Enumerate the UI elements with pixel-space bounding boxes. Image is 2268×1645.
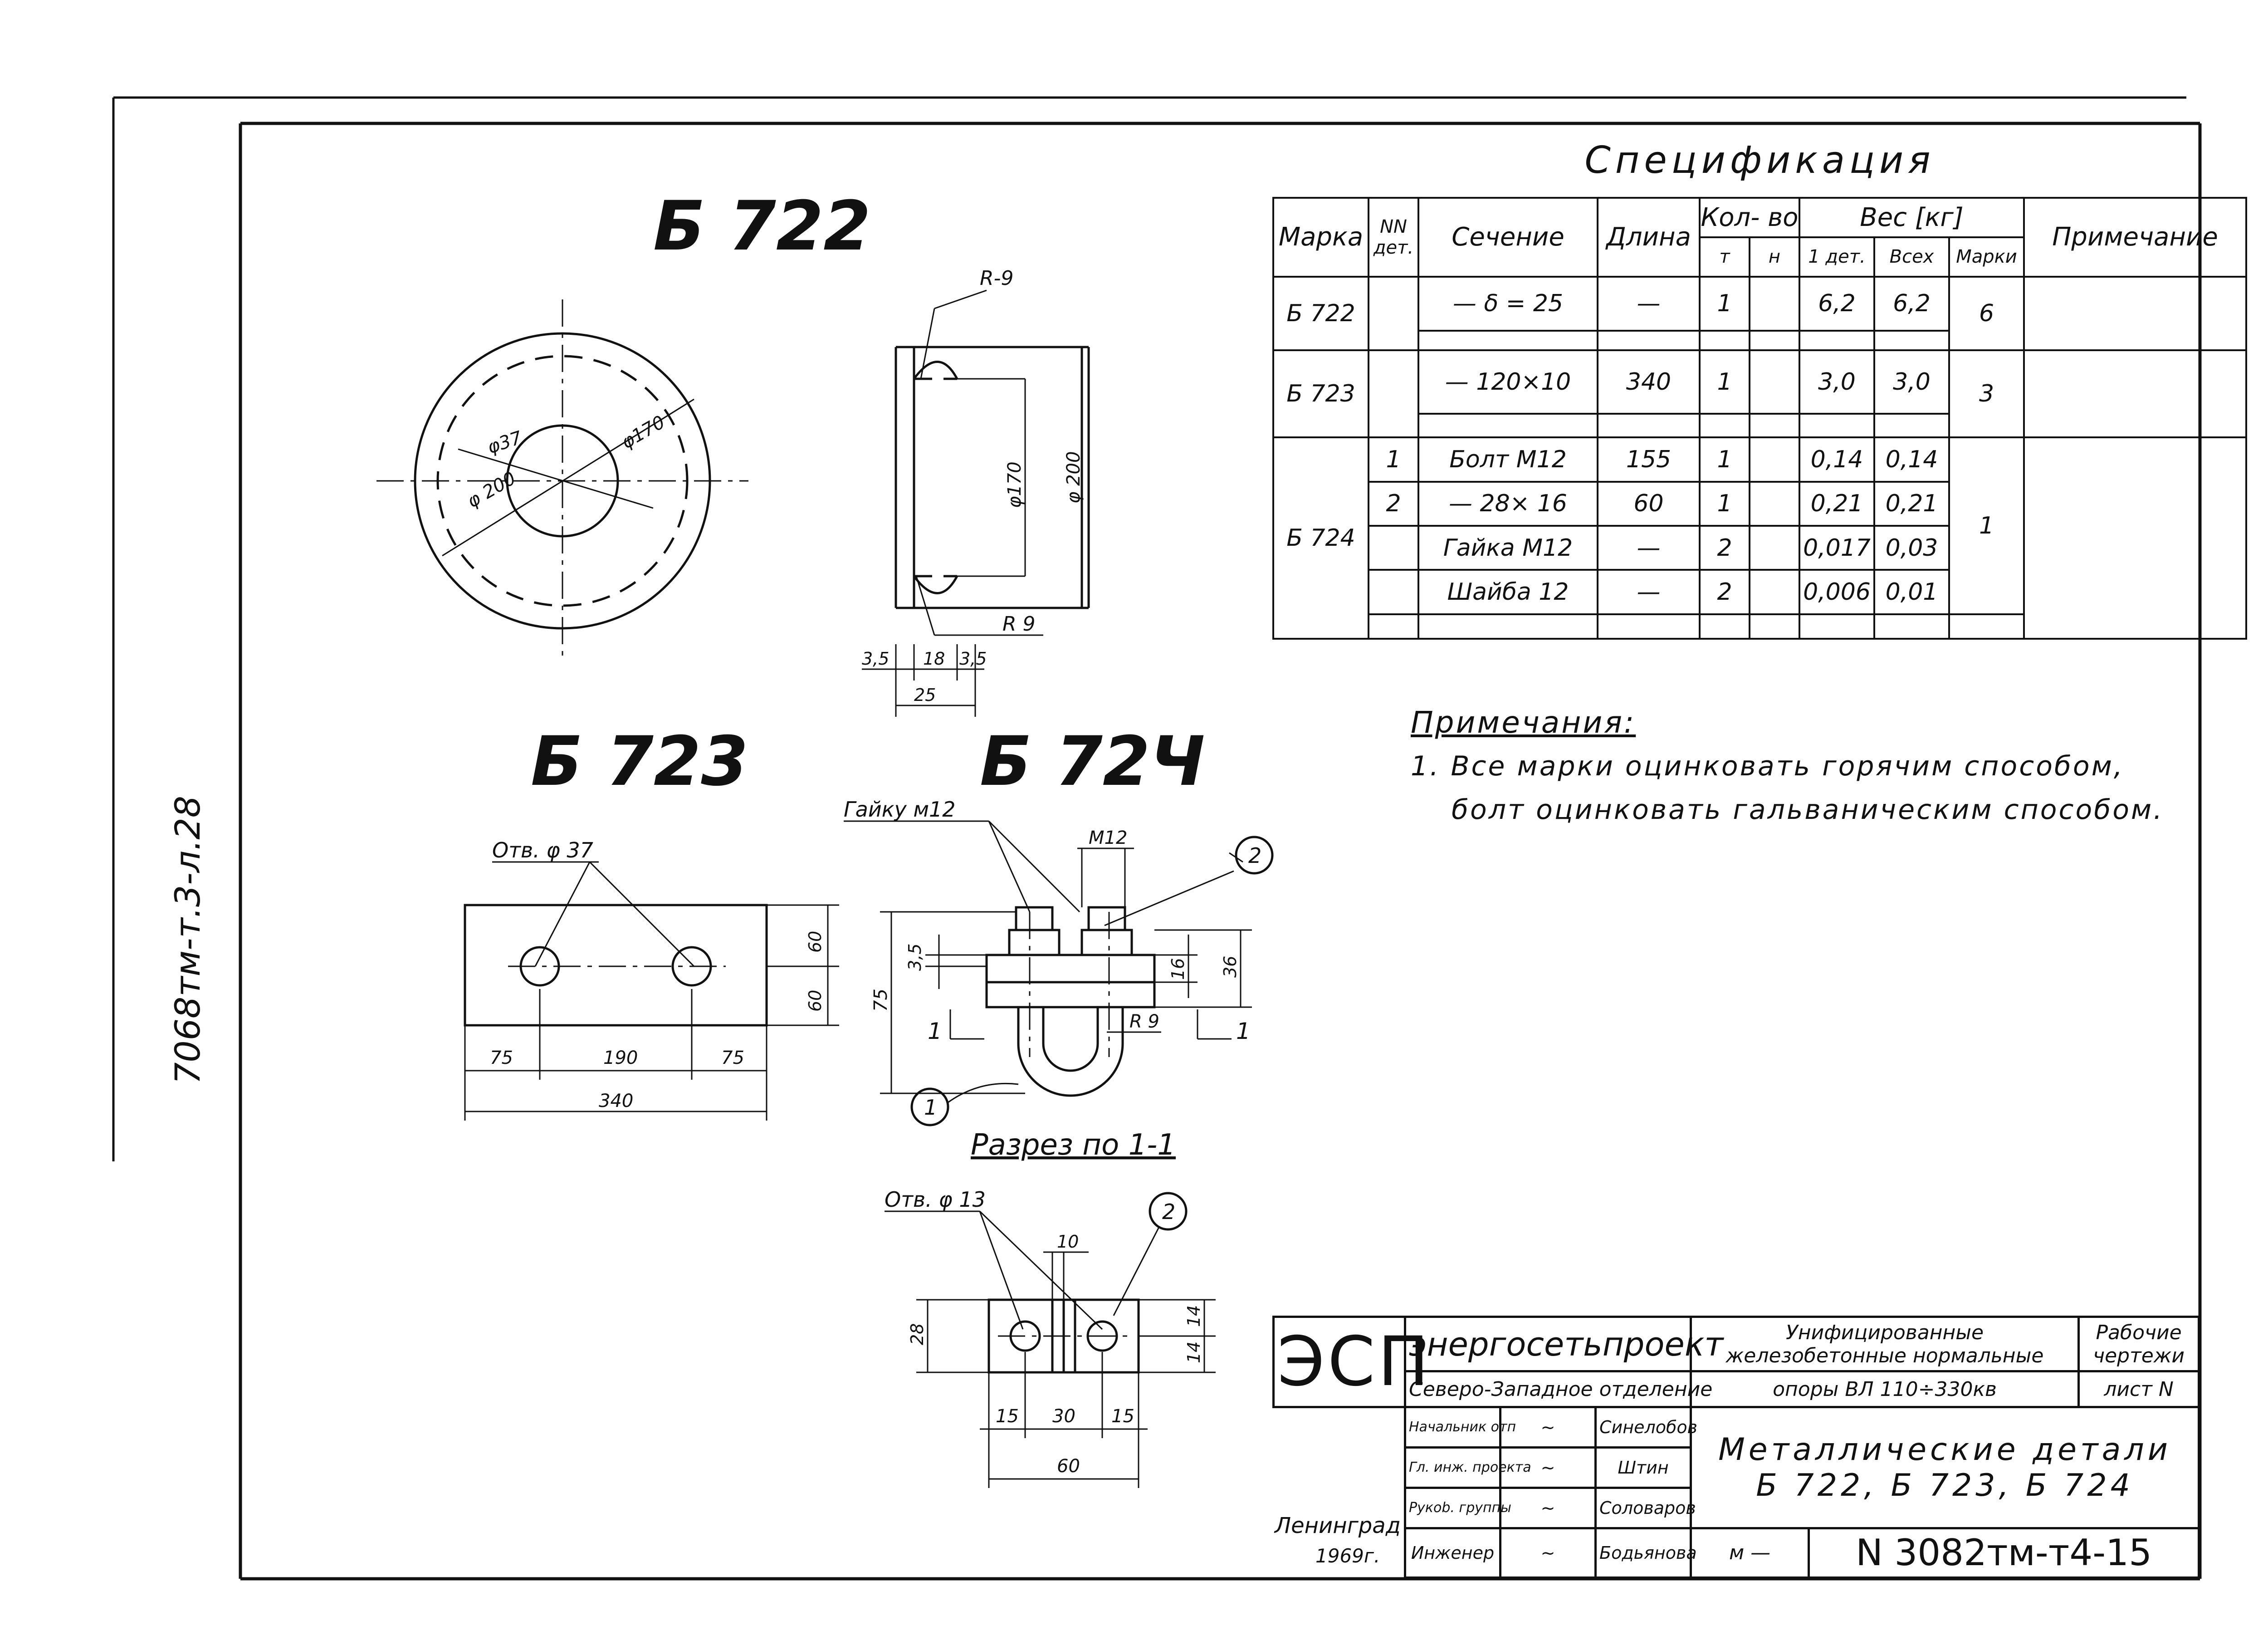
spec-row-n [1750, 277, 1799, 331]
spec-row-n [1750, 526, 1799, 570]
b722-w1: 3,5 [862, 649, 890, 669]
tb-project: Унифицированные железобетонные нормальные [1691, 1317, 2079, 1371]
section-hole-label: Отв. φ 13 [885, 1187, 986, 1212]
spec-h-nn: NN дет. [1369, 198, 1418, 276]
b722-r9-bottom: R 9 [1002, 612, 1036, 636]
spec-row-section: Болт М12 [1418, 437, 1598, 481]
spec-row-w1: 6,2 [1799, 277, 1874, 331]
b722-side-d170: φ170 [1004, 461, 1025, 508]
tb-scale: м — [1691, 1528, 1809, 1577]
tb-role: Гл. инж. проекта [1405, 1448, 1501, 1488]
tb-signature: ~ [1501, 1528, 1596, 1577]
b723-h2: 60 [805, 989, 825, 1012]
spec-row-length: 340 [1598, 350, 1700, 414]
spec-row-wall: 6,2 [1874, 277, 1949, 331]
spec-row-t: 1 [1700, 277, 1750, 331]
spec-row-w1: 0,14 [1799, 437, 1874, 481]
b724-title: Б 72Ч [980, 722, 1205, 801]
tb-year: 1969г. [1315, 1545, 1380, 1567]
notes-block [1411, 701, 2164, 832]
b724-callout-1: 1 [924, 1095, 938, 1120]
spec-h-note: Примечание [2024, 198, 2246, 276]
tb-signature: ~ [1501, 1488, 1596, 1528]
spec-row-wall: 0,03 [1874, 526, 1949, 570]
spec-row-length: — [1598, 570, 1700, 614]
tb-signature: ~ [1501, 1407, 1596, 1448]
tb-name: Синелобов [1596, 1407, 1691, 1448]
spec-row-n [1750, 570, 1799, 614]
b722-side-d200: φ 200 [1063, 451, 1084, 504]
tb-doc-number: N 3082тм-т4-15 [1809, 1528, 2199, 1577]
b723-h1: 60 [805, 930, 825, 953]
spec-row-w1: 0,21 [1799, 482, 1874, 526]
tb-org: энергосетьпроект [1405, 1317, 1691, 1371]
b722-d170: φ170 [618, 411, 669, 453]
section-d14a: 14 [1184, 1305, 1204, 1327]
spec-row-mark-total: 6 [1949, 277, 2024, 350]
spec-row-mark-total: 1 [1949, 437, 2024, 614]
spec-row-marka: Б 723 [1273, 350, 1369, 438]
section-w15b: 15 [1111, 1406, 1134, 1427]
spec-h-weight: Вес [кг] [1799, 198, 2024, 237]
b724-d35: 3,5 [905, 943, 925, 971]
spec-row-mark-total: 3 [1949, 350, 2024, 438]
spec-row-wall: 0,21 [1874, 482, 1949, 526]
tb-sheet: лист N [2079, 1371, 2199, 1407]
spec-row-section: Гайка М12 [1418, 526, 1598, 570]
spec-row-note [2024, 437, 2246, 639]
spec-row-length: 155 [1598, 437, 1700, 481]
spec-row-det [1369, 526, 1418, 570]
tb-role: Рукоb. группы [1405, 1488, 1501, 1528]
b724-u-bolt [844, 821, 1272, 1125]
spec-row-section: — 120×10 [1418, 350, 1598, 414]
notes-line-2: болт оцинковать гальваническим способом. [1452, 794, 2164, 826]
b722-d37: φ37 [484, 427, 525, 458]
b723-l3: 75 [721, 1048, 744, 1068]
spec-row-det [1369, 350, 1418, 438]
spec-h-qty: Кол- во [1700, 198, 1799, 237]
b723-plate [465, 862, 839, 1121]
spec-h-n: н [1750, 237, 1799, 277]
side-stamp: 7068тм-т.3-л.28 [167, 795, 208, 1084]
spec-row-t: 1 [1700, 437, 1750, 481]
spec-row-length: — [1598, 277, 1700, 331]
b722-w-total: 25 [914, 685, 936, 705]
b724-d75: 75 [870, 989, 891, 1012]
section-title: Разрез по 1-1 [971, 1128, 1176, 1162]
notes-title: Примечания: [1411, 705, 1636, 740]
tb-stage: Рабочие чертежи [2079, 1317, 2199, 1371]
tb-branch: Северо-Западное отделение [1405, 1371, 1691, 1407]
b724-cut-mark-right: 1 [1236, 1018, 1251, 1044]
spec-h-marka: Марка [1273, 198, 1369, 276]
b723-total: 340 [599, 1091, 634, 1111]
b722-front-view [376, 299, 748, 662]
spec-row-w1: 0,006 [1799, 570, 1874, 614]
b723-title: Б 723 [531, 722, 748, 801]
tb-name: Штин [1596, 1448, 1691, 1488]
spec-row-n [1750, 350, 1799, 414]
spec-row-length: 60 [1598, 482, 1700, 526]
spec-row-n [1750, 482, 1799, 526]
spec-row-t: 1 [1700, 350, 1750, 414]
tb-role: Инженер [1405, 1528, 1501, 1577]
spec-row-marka: Б 724 [1273, 437, 1369, 639]
spec-row-w1: 3,0 [1799, 350, 1874, 414]
title-block [1272, 1316, 2200, 1579]
spec-h-wmark: Марки [1949, 237, 2024, 277]
b722-w2: 18 [923, 649, 945, 669]
spec-row-section: Шайба 12 [1418, 570, 1598, 614]
spec-row-wall: 3,0 [1874, 350, 1949, 414]
b722-w3: 3,5 [959, 649, 987, 669]
spec-row-marka: Б 722 [1273, 277, 1369, 350]
spec-h-w1: 1 дет. [1799, 237, 1874, 277]
spec-row-det [1369, 277, 1418, 350]
section-d28: 28 [907, 1323, 927, 1345]
section-w30: 30 [1052, 1406, 1075, 1427]
spec-row-det: 2 [1369, 482, 1418, 526]
tb-project-3: опоры ВЛ 110÷330кв [1691, 1371, 2079, 1407]
spec-h-section: Сечение [1418, 198, 1598, 276]
spec-row-t: 2 [1700, 526, 1750, 570]
b724-callout-2: 2 [1248, 843, 1262, 868]
tb-role: Начальник отп [1405, 1407, 1501, 1448]
b724-bolt-label: М12 [1089, 827, 1128, 848]
b724-nut-label: Гайку м12 [844, 797, 956, 822]
section-d14b: 14 [1184, 1341, 1204, 1363]
notes-line-1: 1. Все марки оцинковать горячим способом, [1411, 750, 2124, 782]
section-total: 60 [1057, 1456, 1080, 1477]
spec-row-section: — 28× 16 [1418, 482, 1598, 526]
spec-row-wall: 0,01 [1874, 570, 1949, 614]
spec-row-section: — δ = 25 [1418, 277, 1598, 331]
b724-d16: 16 [1168, 958, 1188, 980]
b723-hole-label: Отв. φ 37 [492, 838, 593, 862]
section-plate [885, 1193, 1216, 1488]
spec-h-wall: Всех [1874, 237, 1949, 277]
spec-row-det: 1 [1369, 437, 1418, 481]
tb-doc-title: Металлические детали Б 722, Б 723, Б 724 [1691, 1407, 2199, 1528]
tb-signature: ~ [1501, 1448, 1596, 1488]
section-d10: 10 [1057, 1232, 1079, 1252]
spec-caption: Спецификация [1584, 138, 1935, 182]
spec-row-n [1750, 437, 1799, 481]
spec-row-t: 2 [1700, 570, 1750, 614]
b722-title: Б 722 [653, 187, 871, 266]
spec-h-length: Длина [1598, 198, 1700, 276]
spec-row-note [2024, 350, 2246, 438]
section-callout-2: 2 [1162, 1199, 1176, 1224]
spec-row-w1: 0,017 [1799, 526, 1874, 570]
b723-l2: 190 [603, 1048, 638, 1068]
b723-l1: 75 [490, 1048, 513, 1068]
tb-city: Ленинград [1275, 1513, 1401, 1538]
spec-row-note [2024, 277, 2246, 350]
section-w15a: 15 [996, 1406, 1019, 1427]
tb-name: Соловаров [1596, 1488, 1691, 1528]
tb-logo: ЭСП [1274, 1317, 1405, 1407]
spec-h-t: т [1700, 237, 1750, 277]
spec-row-wall: 0,14 [1874, 437, 1949, 481]
spec-row-t: 1 [1700, 482, 1750, 526]
b724-r9: R 9 [1129, 1011, 1159, 1032]
b724-d36: 36 [1220, 955, 1240, 978]
tb-name: Бодьянова [1596, 1528, 1691, 1577]
b722-d200: φ 200 [464, 468, 519, 512]
specification-table [1272, 123, 2247, 640]
b722-r9-top: R-9 [980, 267, 1014, 290]
spec-row-det [1369, 570, 1418, 614]
b724-cut-mark-left: 1 [928, 1018, 942, 1044]
spec-row-length: — [1598, 526, 1700, 570]
